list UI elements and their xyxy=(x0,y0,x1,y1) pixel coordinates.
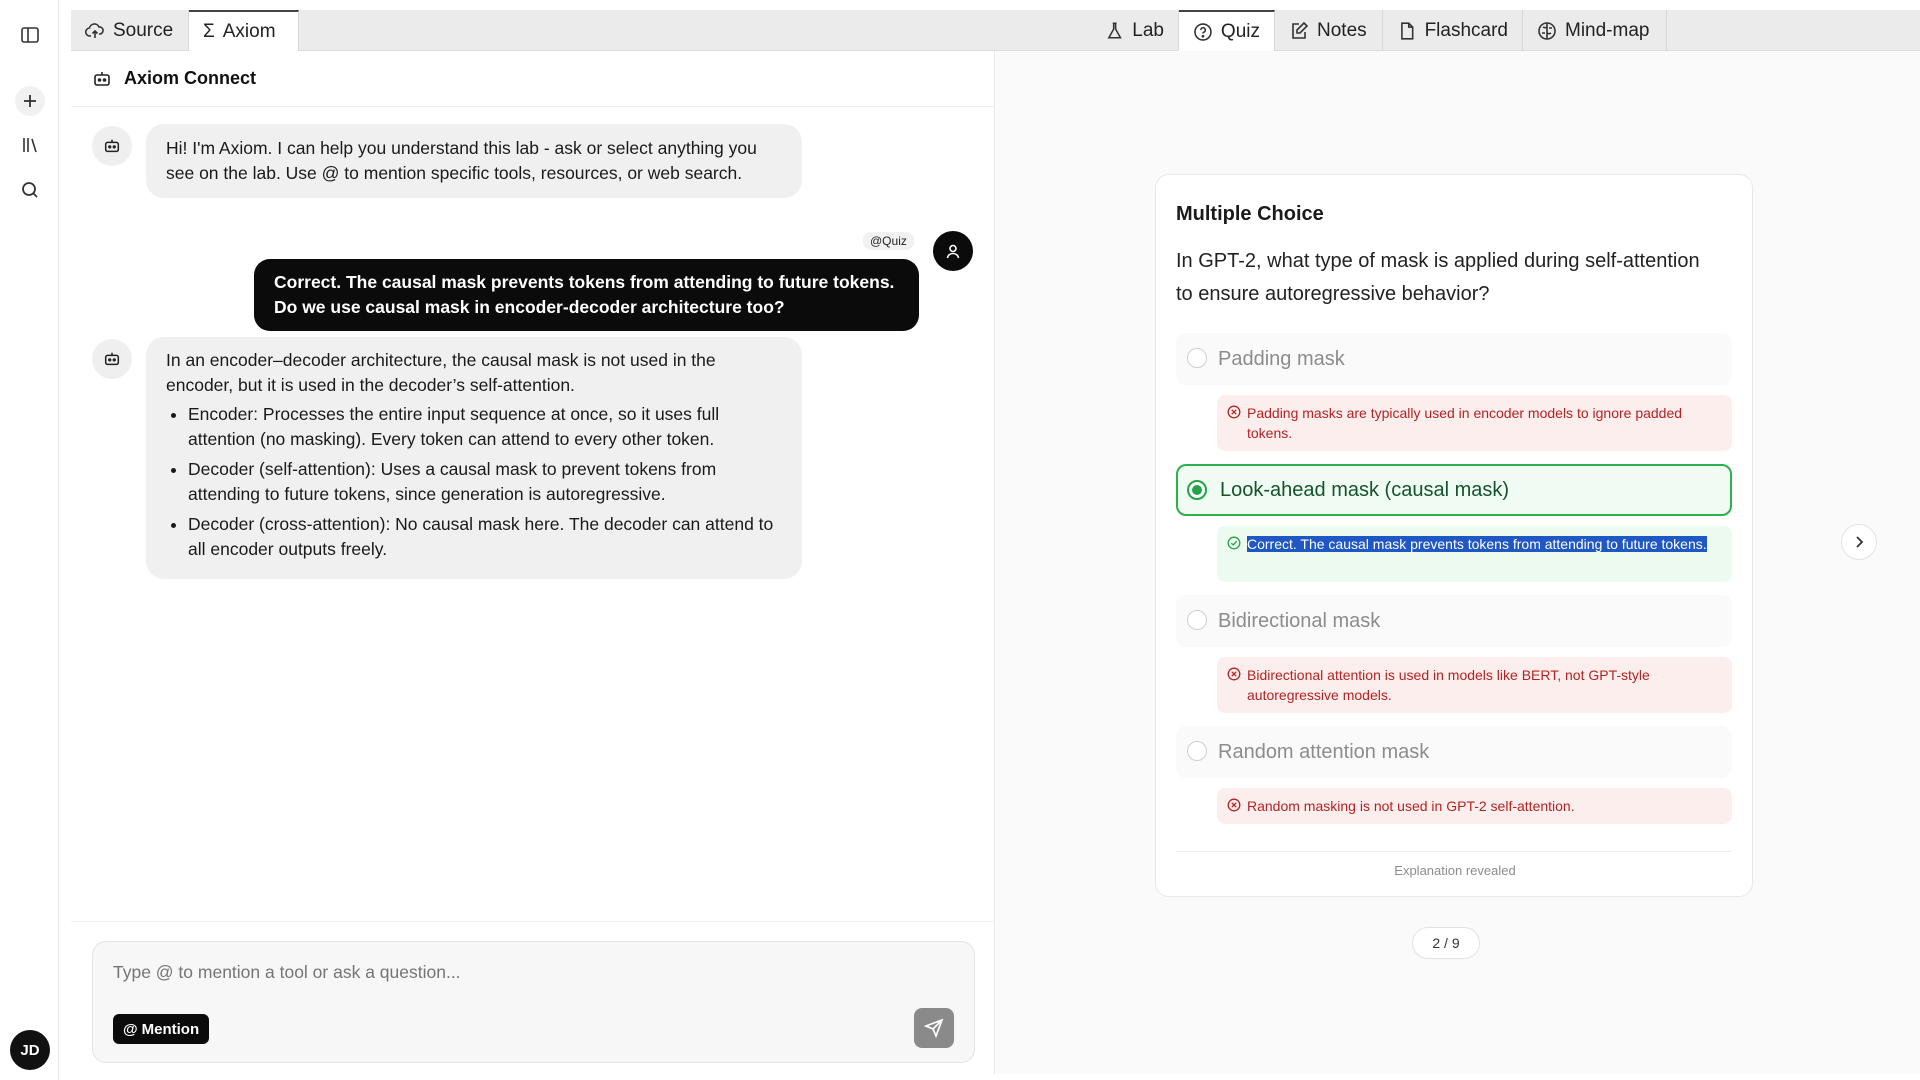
explanation-text: Correct. The causal mask prevents tokens from attending to future tokens. xyxy=(1247,536,1707,552)
tab-label: Mind-map xyxy=(1565,19,1650,41)
mention-label: Mention xyxy=(141,1020,200,1038)
upload-cloud-icon xyxy=(85,21,105,41)
bot-avatar xyxy=(92,126,132,166)
left-sidebar xyxy=(0,0,59,1080)
radio-button-checked[interactable] xyxy=(1187,480,1207,500)
option-explanation xyxy=(1217,788,1732,824)
chat-title: Axiom Connect xyxy=(124,68,257,88)
tab-mind-map[interactable] xyxy=(1523,10,1667,51)
send-button[interactable] xyxy=(914,1008,954,1048)
user-message: Correct. The causal mask prevents tokens from attending to future tokens. Do we use causal mask in encoder-decoder architecture too? xyxy=(254,259,919,331)
flask-icon xyxy=(1105,21,1124,41)
send-icon xyxy=(924,1018,944,1038)
brain-icon xyxy=(1537,21,1557,41)
edit-note-icon xyxy=(1289,21,1309,41)
tab-notes[interactable] xyxy=(1275,10,1383,51)
tab-bar xyxy=(71,10,1920,51)
user-icon xyxy=(945,243,961,259)
list-item: • Decoder (cross-attention): No causal mask here. The decoder can attend to all encoder outputs freely. xyxy=(188,512,782,562)
sigma-icon: Σ xyxy=(203,21,215,42)
answer-option[interactable] xyxy=(1176,333,1732,385)
x-circle-icon xyxy=(1227,798,1241,812)
bot-message xyxy=(146,337,802,579)
answer-option-selected[interactable] xyxy=(1176,464,1732,516)
bot-message-intro: In an encoder–decoder architecture, the causal mask is not used in the encoder, but it is used in the decoder’s self-attention. xyxy=(166,350,716,395)
quiz-panel xyxy=(996,51,1920,1074)
check-circle-icon xyxy=(1227,536,1241,550)
tab-label: Quiz xyxy=(1220,21,1260,42)
tab-label: Flashcard xyxy=(1424,19,1508,41)
x-circle-icon xyxy=(1227,667,1241,681)
robot-icon xyxy=(103,137,121,155)
answer-option[interactable] xyxy=(1176,726,1732,778)
tab-flashcard[interactable] xyxy=(1383,10,1523,51)
radio-button[interactable] xyxy=(1187,348,1207,368)
library-icon[interactable] xyxy=(15,130,45,160)
option-label: Look-ahead mask (causal mask) xyxy=(1220,478,1510,501)
bot-message: Hi! I'm Axiom. I can help you understand this lab - ask or select anything you see on the lab. Use @ to mention specific tools, resources, or web search. xyxy=(146,124,802,198)
tab-label: Notes xyxy=(1317,19,1367,41)
bot-avatar xyxy=(92,339,132,379)
search-icon[interactable] xyxy=(15,175,45,205)
chat-panel xyxy=(71,51,995,1074)
user-avatar[interactable]: JD xyxy=(10,1030,50,1070)
tab-quiz[interactable] xyxy=(1179,10,1275,52)
explanation-text: Padding masks are typically used in encoder models to ignore padded tokens. xyxy=(1247,405,1683,441)
mention-button[interactable] xyxy=(113,1014,209,1044)
explanation-text: Bidirectional attention is used in models like BERT, not GPT-style autoregressive models. xyxy=(1247,667,1650,703)
at-icon: @ xyxy=(123,1020,138,1038)
workspace xyxy=(71,10,1920,1074)
explanation-text: Random masking is not used in GPT-2 self-attention. xyxy=(1247,798,1575,814)
option-label: Random attention mask xyxy=(1218,740,1430,763)
chat-header xyxy=(71,51,995,107)
tab-label: Axiom xyxy=(222,21,276,42)
option-label: Padding mask xyxy=(1218,347,1345,370)
reveal-status: Explanation revealed xyxy=(1394,863,1516,878)
radio-button[interactable] xyxy=(1187,610,1207,630)
next-question-button[interactable] xyxy=(1841,524,1877,560)
chevron-right-icon xyxy=(1852,535,1866,549)
list-item: • Encoder: Processes the entire input sequence at once, so it uses full attention (no masking). Every token can attend to every other token. xyxy=(188,402,782,452)
new-icon[interactable] xyxy=(15,86,45,116)
chat-input[interactable] xyxy=(113,962,913,983)
user-avatar xyxy=(933,231,973,271)
tab-source[interactable] xyxy=(71,10,189,51)
question-pager: 2 / 9 xyxy=(1412,927,1480,959)
bot-message-list xyxy=(188,402,782,562)
chat-composer xyxy=(92,941,975,1063)
option-label: Bidirectional mask xyxy=(1218,609,1381,632)
option-explanation xyxy=(1217,526,1732,582)
tab-lab[interactable] xyxy=(1091,10,1179,51)
answer-option[interactable] xyxy=(1176,595,1732,647)
mention-tag: @Quiz xyxy=(863,232,914,250)
tab-axiom[interactable] xyxy=(189,10,299,52)
question-circle-icon xyxy=(1193,22,1213,42)
option-explanation xyxy=(1217,657,1732,713)
toggle-sidebar-icon[interactable] xyxy=(15,20,45,50)
robot-icon xyxy=(92,69,112,89)
tab-label: Source xyxy=(113,19,174,41)
x-circle-icon xyxy=(1227,405,1241,419)
question-type: Multiple Choice xyxy=(1176,203,1324,225)
question-text: In GPT-2, what type of mask is applied during self-attention to ensure autoregressive behavior? xyxy=(1176,250,1700,305)
robot-icon xyxy=(103,350,121,368)
file-icon xyxy=(1397,21,1417,41)
divider xyxy=(71,921,995,922)
tab-label: Lab xyxy=(1132,19,1164,41)
quiz-card xyxy=(1155,174,1753,897)
divider xyxy=(1176,851,1732,852)
option-explanation xyxy=(1217,395,1732,451)
list-item: • Decoder (self-attention): Uses a causal mask to prevent tokens from attending to future tokens, since generation is autoregressive. xyxy=(188,457,782,507)
radio-button[interactable] xyxy=(1187,741,1207,761)
